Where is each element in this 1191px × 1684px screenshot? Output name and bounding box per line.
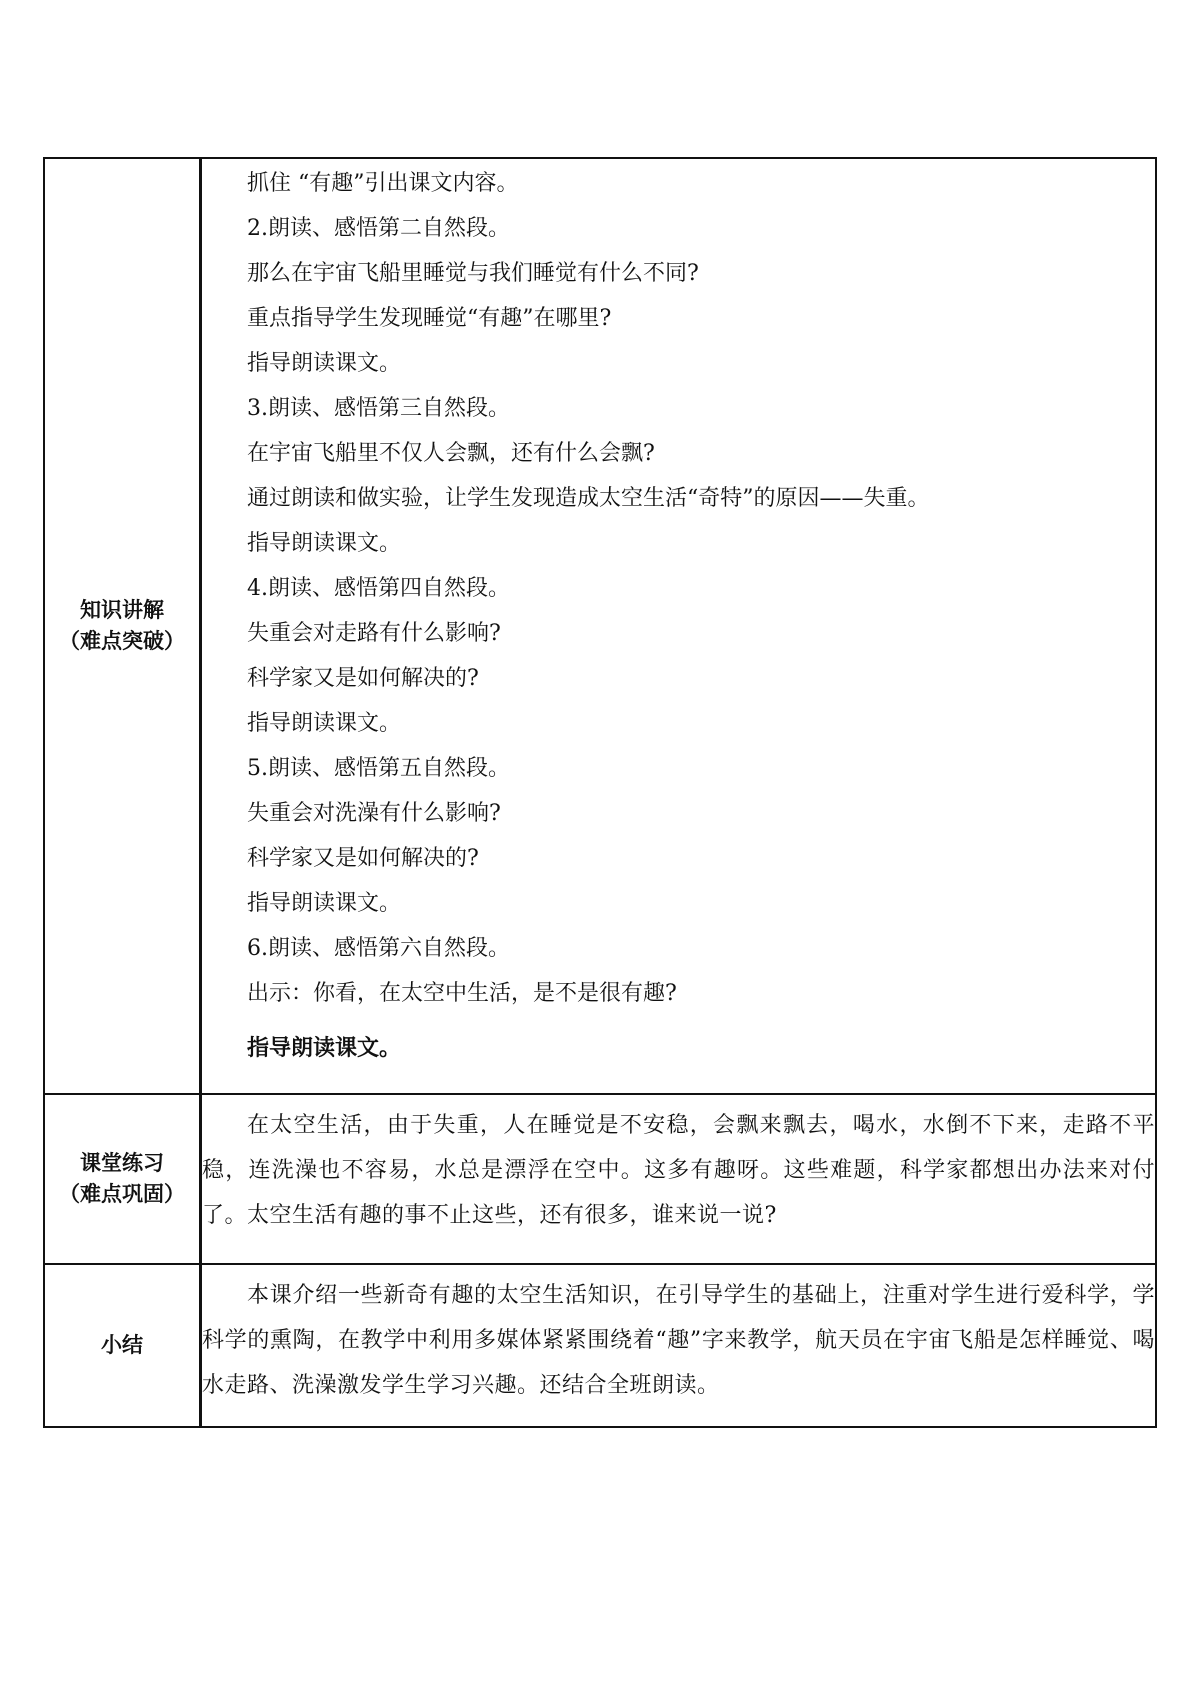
label-cell-practice (44, 1094, 201, 1264)
text-line-bold: 指导朗读课文。 (247, 1036, 402, 1061)
table-row-knowledge (44, 158, 1156, 1094)
text-line: 5.朗读、感悟第五自然段。 (247, 756, 510, 781)
label-cell-knowledge (44, 158, 201, 1094)
text-line: 那么在宇宙飞船里睡觉与我们睡觉有什么不同? (247, 261, 699, 286)
text-line: 3.朗读、感悟第三自然段。 (247, 396, 510, 421)
text-line: 指导朗读课文。 (247, 891, 402, 916)
text-line: 重点指导学生发现睡觉“有趣”在哪里? (247, 306, 612, 331)
text-line: 指导朗读课文。 (247, 351, 402, 376)
table-row-practice (44, 1094, 1156, 1264)
label-cell-summary (44, 1264, 201, 1427)
row-label-knowledge: 知识讲解 (80, 598, 164, 622)
lesson-plan-table (43, 157, 1157, 1428)
row-sublabel-practice: （难点巩固） (59, 1182, 185, 1206)
row-sublabel-knowledge: （难点突破） (59, 629, 185, 653)
summary-paragraph: 本课介绍一些新奇有趣的太空生活知识，在引导学生的基础上，注重对学生进行爱科学，学科学的熏陶，在教学中利用多媒体紧紧围绕着“趣”字来教学，航天员在宇宙飞船是怎样睡觉、喝水走路、洗澡激发学生学习兴趣。还结合全班朗读。 (202, 1283, 1155, 1398)
text-line: 科学家又是如何解决的? (247, 846, 479, 871)
text-line: 指导朗读课文。 (247, 531, 402, 556)
practice-paragraph: 在太空生活，由于失重，人在睡觉是不安稳，会飘来飘去，喝水，水倒不下来，走路不平稳，连洗澡也不容易，水总是漂浮在空中。这多有趣呀。这些难题，科学家都想出办法来对付了。太空生活有趣的事不止这些，还有很多，谁来说一说? (202, 1113, 1155, 1228)
content-cell-practice (201, 1094, 1157, 1264)
content-cell-summary (201, 1264, 1157, 1427)
text-line: 失重会对洗澡有什么影响? (247, 801, 501, 826)
text-line: 4.朗读、感悟第四自然段。 (247, 576, 510, 601)
content-cell-knowledge (201, 158, 1157, 1094)
text-line: 抓住 “有趣”引出课文内容。 (247, 171, 519, 196)
text-line: 在宇宙飞船里不仅人会飘，还有什么会飘? (247, 441, 655, 466)
text-line: 通过朗读和做实验，让学生发现造成太空生活“奇特”的原因——失重。 (247, 486, 930, 511)
text-line: 2.朗读、感悟第二自然段。 (247, 216, 510, 241)
text-line: 6.朗读、感悟第六自然段。 (247, 936, 510, 961)
knowledge-lines (202, 159, 1155, 1071)
table-row-summary (44, 1264, 1156, 1427)
row-label-summary: 小结 (101, 1333, 143, 1357)
text-line: 出示：你看，在太空中生活，是不是很有趣? (247, 981, 677, 1006)
text-line: 失重会对走路有什么影响? (247, 621, 501, 646)
text-line: 科学家又是如何解决的? (247, 666, 479, 691)
row-label-practice: 课堂练习 (80, 1151, 164, 1175)
text-line: 指导朗读课文。 (247, 711, 402, 736)
